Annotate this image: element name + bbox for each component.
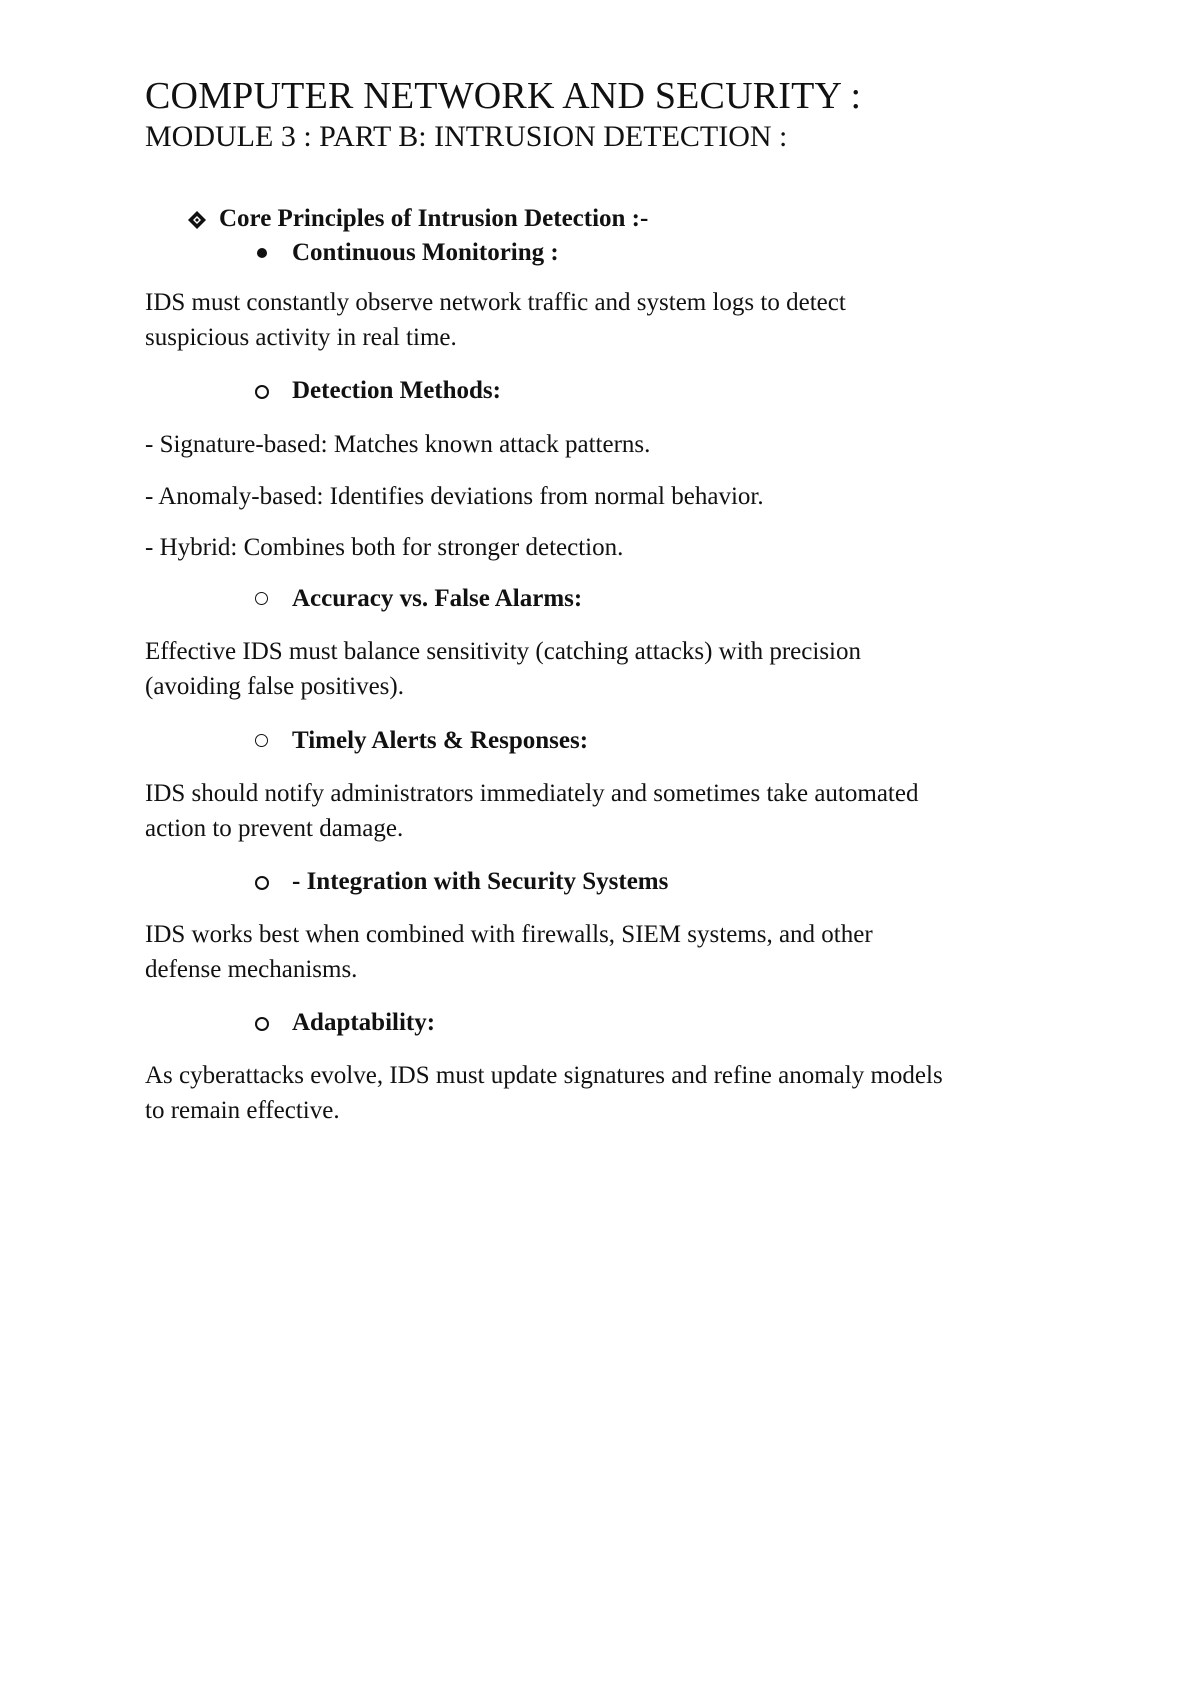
accuracy-heading: Accuracy vs. False Alarms: <box>292 585 583 612</box>
ring-bullet-icon <box>255 385 269 399</box>
integration-line-2: defense mechanisms. <box>145 956 358 983</box>
adaptability-line-2: to remain effective. <box>145 1097 340 1124</box>
ring-bullet-icon <box>255 734 268 747</box>
diamond-bullet-icon <box>187 210 207 230</box>
ring-bullet-icon <box>255 592 268 605</box>
timely-alerts-line-1: IDS should notify administrators immediately and sometimes take automated <box>145 780 919 807</box>
integration-heading: - Integration with Security Systems <box>292 868 669 895</box>
accuracy-line-1: Effective IDS must balance sensitivity (catching attacks) with precision <box>145 638 861 665</box>
accuracy-line-2: (avoiding false positives). <box>145 673 404 700</box>
adaptability-line-1: As cyberattacks evolve, IDS must update signatures and refine anomaly models <box>145 1062 943 1089</box>
detection-methods-heading: Detection Methods: <box>292 377 501 404</box>
timely-alerts-line-2: action to prevent damage. <box>145 815 404 842</box>
continuous-monitoring-line-2: suspicious activity in real time. <box>145 324 457 351</box>
detection-method-anomaly: - Anomaly-based: Identifies deviations from normal behavior. <box>145 483 764 510</box>
document-subtitle: MODULE 3 : PART B: INTRUSION DETECTION : <box>145 120 788 153</box>
filled-bullet-icon <box>257 248 267 258</box>
timely-alerts-heading: Timely Alerts & Responses: <box>292 727 589 754</box>
document-title: COMPUTER NETWORK AND SECURITY : <box>145 75 862 117</box>
adaptability-heading: Adaptability: <box>292 1009 436 1036</box>
integration-line-1: IDS works best when combined with firewalls, SIEM systems, and other <box>145 921 873 948</box>
section-heading: Core Principles of Intrusion Detection :- <box>219 205 649 232</box>
ring-bullet-icon <box>255 1017 269 1031</box>
continuous-monitoring-heading: Continuous Monitoring : <box>292 239 559 266</box>
continuous-monitoring-line-1: IDS must constantly observe network traffic and system logs to detect <box>145 289 846 316</box>
ring-bullet-icon <box>255 876 269 890</box>
detection-method-hybrid: - Hybrid: Combines both for stronger detection. <box>145 534 624 561</box>
detection-method-signature: - Signature-based: Matches known attack patterns. <box>145 431 651 458</box>
